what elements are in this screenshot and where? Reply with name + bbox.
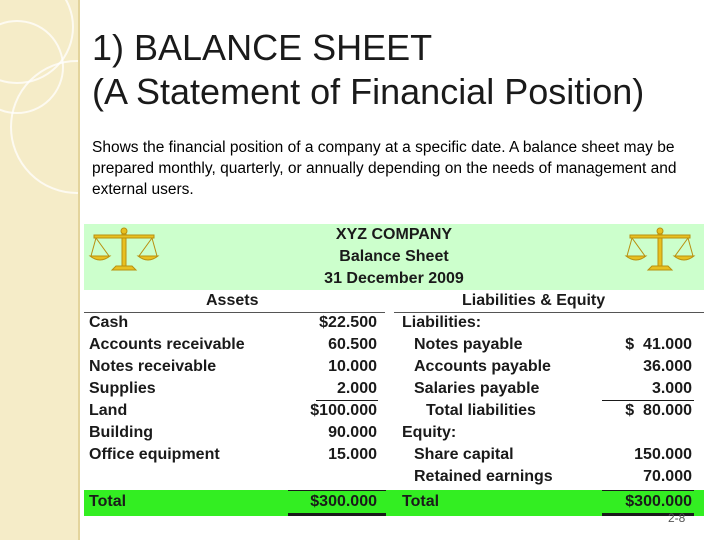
table-row [84,402,704,424]
liability-amount: 70.000 [643,468,692,485]
decorative-side-band [0,0,78,540]
double-underline [288,513,386,516]
statement-name: Balance Sheet [339,248,449,265]
total-assets-label: Total [89,493,127,510]
company-name: XYZ COMPANY [335,226,453,243]
liability-amount: $ 80.000 [625,402,692,419]
band-edge-line [78,0,80,540]
assets-column-header: Assets [206,292,259,309]
liability-label: Notes payable [414,336,523,353]
liability-amount: 3.000 [651,380,692,397]
asset-label: Notes receivable [89,358,217,375]
liability-label: Liabilities: [402,314,482,331]
asset-amount: $100.000 [310,402,377,419]
asset-amount: $22.500 [319,314,377,331]
description-text: Shows the financial position of a company at a specific date. A balance sheet may be prepared monthly, quarterly, or annually depending on the needs of management and external users. [92,139,677,198]
asset-label: Office equipment [89,446,220,463]
page-number: 2-8 [668,511,686,525]
asset-label: Cash [89,314,129,331]
balance-sheet-table [84,224,704,516]
sheet-header [84,224,704,290]
liability-amount: $ 41.000 [625,336,692,353]
subtotal-rule [602,400,694,401]
header-rule [394,312,704,313]
total-rule-top [288,490,386,491]
liability-amount: 150.000 [634,446,692,463]
total-row [84,490,704,516]
asset-amount: 90.000 [328,424,377,441]
total-assets-amount: $300.000 [310,493,377,510]
liability-label: Accounts payable [414,358,551,375]
asset-amount: 2.000 [336,380,377,397]
asset-label: Accounts receivable [89,336,245,353]
liability-label: Equity: [402,424,457,441]
asset-amount: 60.500 [328,336,377,353]
table-row [84,336,704,358]
asset-label: Supplies [89,380,156,397]
liability-label: Share capital [414,446,514,463]
liabilities-equity-column-header: Liabilities & Equity [462,292,606,309]
slide-title [92,26,644,114]
table-row [84,446,704,468]
liability-label: Total liabilities [426,402,536,419]
header-rule [84,312,385,313]
statement-date: 31 December 2009 [324,270,464,287]
table-row [84,358,704,380]
total-rule-top [602,490,694,491]
table-row [84,424,704,446]
asset-amount: 15.000 [328,446,377,463]
asset-label: Building [89,424,153,441]
liability-label: Salaries payable [414,380,540,397]
asset-amount: 10.000 [328,358,377,375]
table-row [84,314,704,336]
liability-amount: 36.000 [643,358,692,375]
subtotal-rule [316,400,378,401]
asset-label: Land [89,402,128,419]
table-row [84,468,704,490]
total-liabilities-equity-amount: $300.000 [625,493,692,510]
table-row [84,380,704,402]
title-line-2: (A Statement of Financial Position) [92,71,645,112]
sheet-body [84,290,704,516]
title-line-1: 1) BALANCE SHEET [92,27,433,68]
liability-label: Retained earnings [414,468,553,485]
total-liabilities-equity-label: Total [402,493,440,510]
